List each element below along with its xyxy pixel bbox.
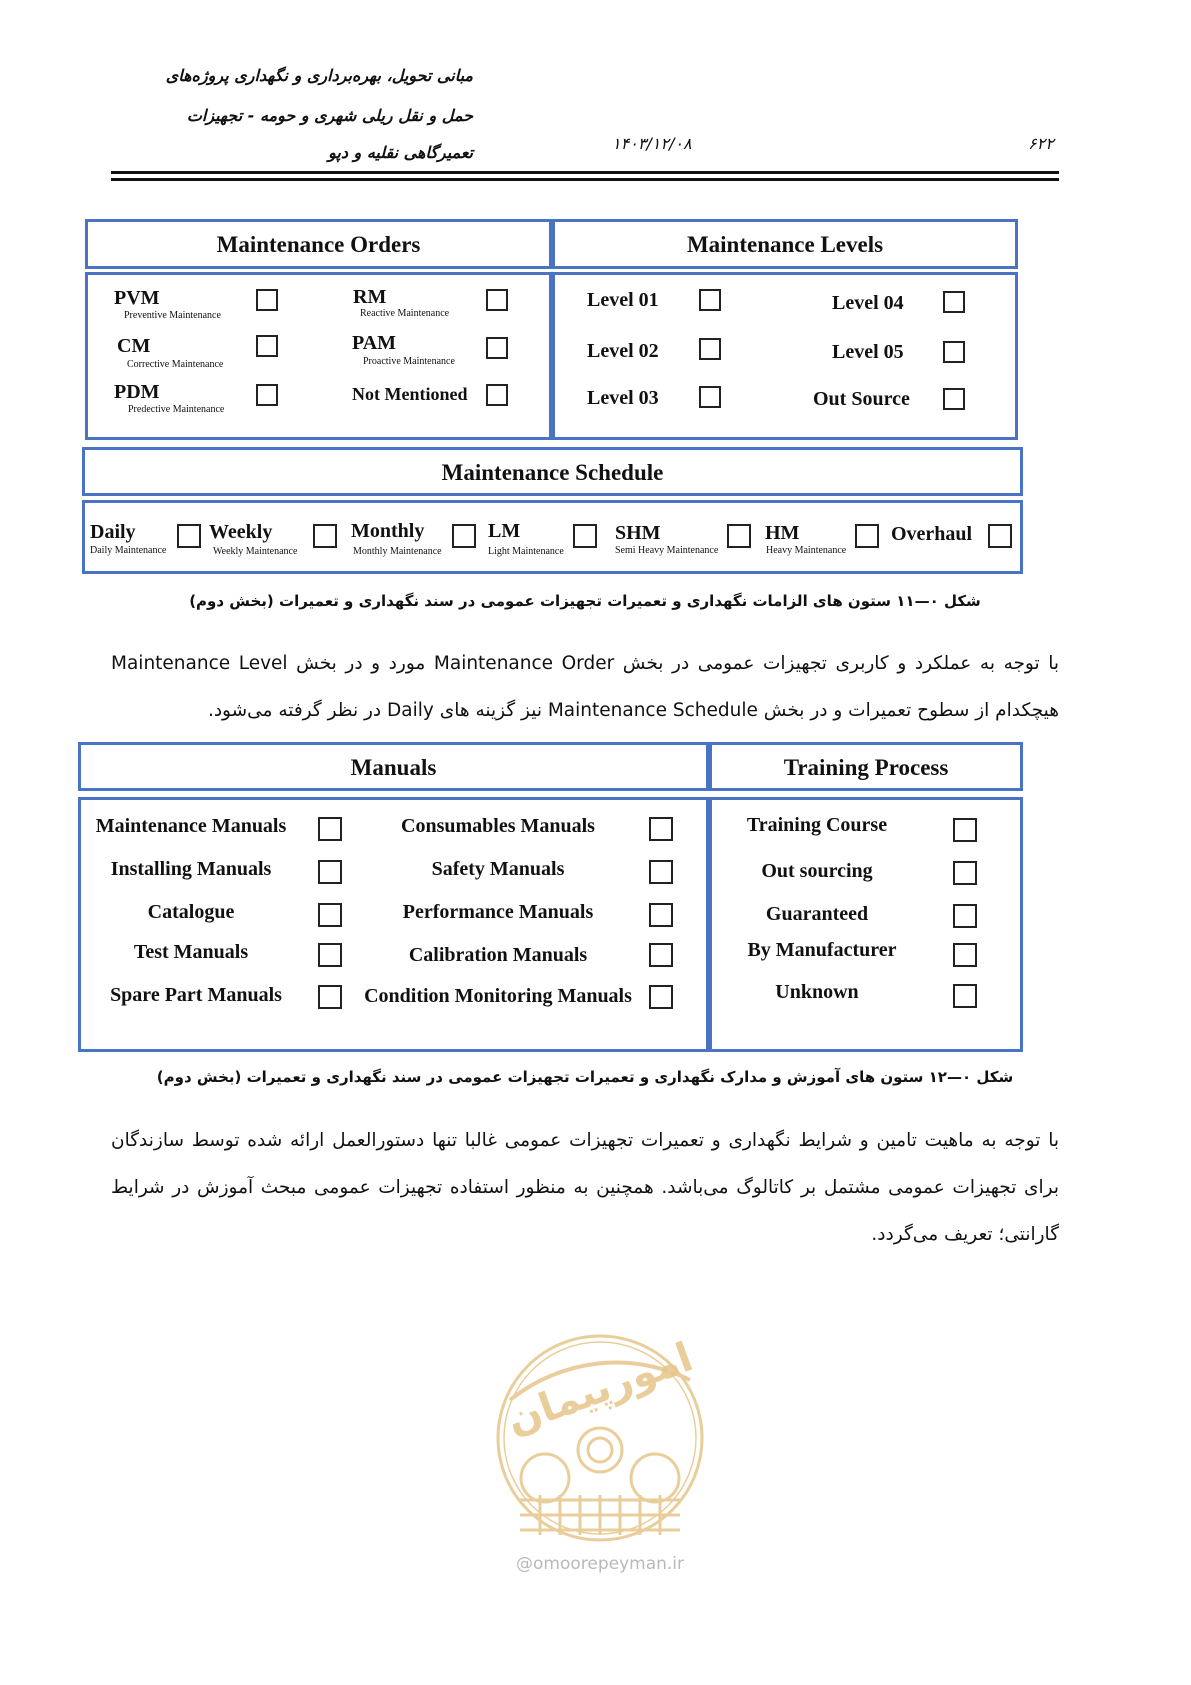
- order-sublabel: Corrective Maintenance: [127, 359, 224, 370]
- manual-checkbox[interactable]: [649, 860, 673, 884]
- watermark-logo-graphic: [490, 1330, 710, 1560]
- header-date: ۱۴۰۳/۱۲/۰۸: [612, 134, 692, 153]
- level-checkbox[interactable]: [943, 291, 965, 313]
- schedule-sublabel: Semi Heavy Maintenance: [615, 545, 719, 556]
- maintenance-schedule-panel: [82, 500, 1023, 574]
- level-label: Out Source: [813, 388, 910, 410]
- manual-label: Test Manuals: [133, 941, 249, 963]
- training-checkbox[interactable]: [953, 861, 977, 885]
- schedule-label: Daily: [90, 521, 136, 543]
- level-label: Level 02: [587, 340, 659, 362]
- maintenance-levels-header: [552, 219, 1018, 269]
- schedule-label: Overhaul: [891, 523, 973, 545]
- header-title-line3: تعمیرگاهی نقلیه و دپو: [328, 143, 473, 162]
- order-checkbox[interactable]: [486, 289, 508, 311]
- order-sublabel: Reactive Maintenance: [360, 308, 450, 319]
- order-checkbox[interactable]: [256, 335, 278, 357]
- page-number: ۶۲۲: [1028, 134, 1054, 153]
- level-label: Level 04: [832, 292, 904, 314]
- training-checkbox[interactable]: [953, 818, 977, 842]
- schedule-sublabel: Light Maintenance: [488, 546, 564, 557]
- figure11-caption: شکل ۰—۱۱ ستون های الزامات نگهداری و تعمیرات تجهیزات عمومی در سند نگهداری و تعمیرات (بخش دوم): [189, 592, 981, 610]
- training-label: Unknown: [775, 981, 859, 1003]
- manual-checkbox[interactable]: [649, 817, 673, 841]
- order-checkbox[interactable]: [256, 384, 278, 406]
- schedule-label: LM: [488, 520, 521, 542]
- schedule-sublabel: Weekly Maintenance: [213, 546, 298, 557]
- manual-checkbox[interactable]: [318, 943, 342, 967]
- manual-label: Condition Monitoring Manuals: [364, 985, 632, 1007]
- manuals-title: Manuals: [350, 755, 437, 780]
- level-label: Level 05: [832, 341, 904, 363]
- header-rule-bottom: [111, 178, 1059, 181]
- header-title-line1: مبانی تحویل، بهره‌برداری و نگهداری پروژه‌های: [165, 66, 473, 85]
- manual-label: Spare Part Manuals: [110, 984, 282, 1006]
- order-sublabel: Proactive Maintenance: [363, 356, 455, 367]
- training-label: By Manufacturer: [747, 939, 897, 961]
- training-checkbox[interactable]: [953, 984, 977, 1008]
- manuals-panel: [78, 797, 709, 1052]
- manual-label: Performance Manuals: [402, 901, 594, 923]
- schedule-label: HM: [765, 522, 800, 544]
- training-checkbox[interactable]: [953, 904, 977, 928]
- manual-checkbox[interactable]: [318, 817, 342, 841]
- manual-label: Calibration Manuals: [408, 944, 588, 966]
- training-label: Out sourcing: [761, 860, 873, 882]
- manual-checkbox[interactable]: [649, 903, 673, 927]
- manual-label: Maintenance Manuals: [95, 815, 287, 837]
- paragraph-2: با توجه به ماهیت تامین و شرایط نگهداری و تعمیرات تجهیزات عمومی غالبا تنها دستورالعمل ارائه شده توسط سازندگان برای تجهیزات عمومی مشتمل بر کاتالوگ می‌باشد. همچنین به منظور استفاده تجهیزات عمومی مبحث آموزش در شرایط گارانتی؛ تعریف می‌گردد.: [111, 1130, 1059, 1245]
- order-label: CM: [117, 335, 151, 357]
- order-checkbox[interactable]: [486, 384, 508, 406]
- maintenance-orders-title: Maintenance Orders: [216, 232, 421, 257]
- order-sublabel: Predective Maintenance: [128, 404, 225, 415]
- level-checkbox[interactable]: [699, 338, 721, 360]
- manual-label: Consumables Manuals: [401, 815, 595, 837]
- schedule-checkbox[interactable]: [313, 524, 337, 548]
- maintenance-schedule-title: Maintenance Schedule: [441, 460, 664, 485]
- level-checkbox[interactable]: [699, 289, 721, 311]
- training-label: Training Course: [746, 814, 888, 836]
- level-checkbox[interactable]: [699, 386, 721, 408]
- manual-label: Installing Manuals: [110, 858, 272, 880]
- manual-checkbox[interactable]: [649, 943, 673, 967]
- manual-checkbox[interactable]: [318, 985, 342, 1009]
- schedule-checkbox[interactable]: [452, 524, 476, 548]
- order-label: PDM: [114, 381, 160, 403]
- paragraph-1: با توجه به عملکرد و کاربری تجهیزات عمومی در بخش Maintenance Order مورد و در بخش Maintenance Level هیچکدام از سطوح تعمیرات و در بخش Maintenance Schedule نیز گزینه های Daily در نظر گرفته می‌شود.: [111, 653, 1060, 721]
- level-label: Level 03: [587, 387, 659, 409]
- order-checkbox[interactable]: [486, 337, 508, 359]
- maintenance-schedule-header: [82, 447, 1023, 496]
- order-label: PVM: [114, 287, 160, 309]
- manual-label: Catalogue: [147, 901, 235, 923]
- watermark-site: @omoorepeyman.ir: [515, 1554, 685, 1574]
- manual-checkbox[interactable]: [649, 985, 673, 1009]
- schedule-sublabel: Heavy Maintenance: [766, 545, 847, 556]
- order-checkbox[interactable]: [256, 289, 278, 311]
- header-rule-top: [111, 171, 1059, 174]
- schedule-checkbox[interactable]: [855, 524, 879, 548]
- training-process-panel: [709, 797, 1023, 1052]
- level-label: Level 01: [587, 289, 659, 311]
- maintenance-orders-panel: [85, 272, 552, 440]
- manual-checkbox[interactable]: [318, 860, 342, 884]
- header-title-line2: حمل و نقل ریلی شهری و حومه - تجهیزات: [186, 106, 473, 125]
- level-checkbox[interactable]: [943, 341, 965, 363]
- order-label: PAM: [352, 332, 397, 354]
- schedule-sublabel: Daily Maintenance: [90, 545, 167, 556]
- order-sublabel: Preventive Maintenance: [124, 310, 221, 321]
- schedule-sublabel: Monthly Maintenance: [353, 546, 442, 557]
- training-process-header: [709, 742, 1023, 791]
- training-checkbox[interactable]: [953, 943, 977, 967]
- manuals-header: [78, 742, 709, 791]
- figure12-caption: شکل ۰—۱۲ ستون های آموزش و مدارک نگهداری و تعمیرات تجهیزات عمومی در سند نگهداری و تعمیرات (بخش دوم): [156, 1068, 1014, 1086]
- watermark-logo: [490, 1330, 710, 1560]
- maintenance-orders-header: [85, 219, 552, 269]
- schedule-label: SHM: [615, 522, 661, 544]
- schedule-checkbox[interactable]: [727, 524, 751, 548]
- schedule-checkbox[interactable]: [177, 524, 201, 548]
- level-checkbox[interactable]: [943, 388, 965, 410]
- schedule-label: Monthly: [351, 520, 425, 542]
- schedule-label: Weekly: [209, 521, 273, 543]
- manual-label: Safety Manuals: [431, 858, 565, 880]
- schedule-checkbox[interactable]: [573, 524, 597, 548]
- schedule-checkbox[interactable]: [988, 524, 1012, 548]
- order-label: RM: [353, 286, 387, 308]
- maintenance-levels-panel: [552, 272, 1018, 440]
- manual-checkbox[interactable]: [318, 903, 342, 927]
- maintenance-levels-title: Maintenance Levels: [686, 232, 884, 257]
- order-label: Not Mentioned: [352, 384, 468, 404]
- training-process-title: Training Process: [783, 755, 949, 780]
- training-label: Guaranteed: [765, 903, 869, 925]
- watermark-logo-text: امورپیمان: [500, 1334, 699, 1444]
